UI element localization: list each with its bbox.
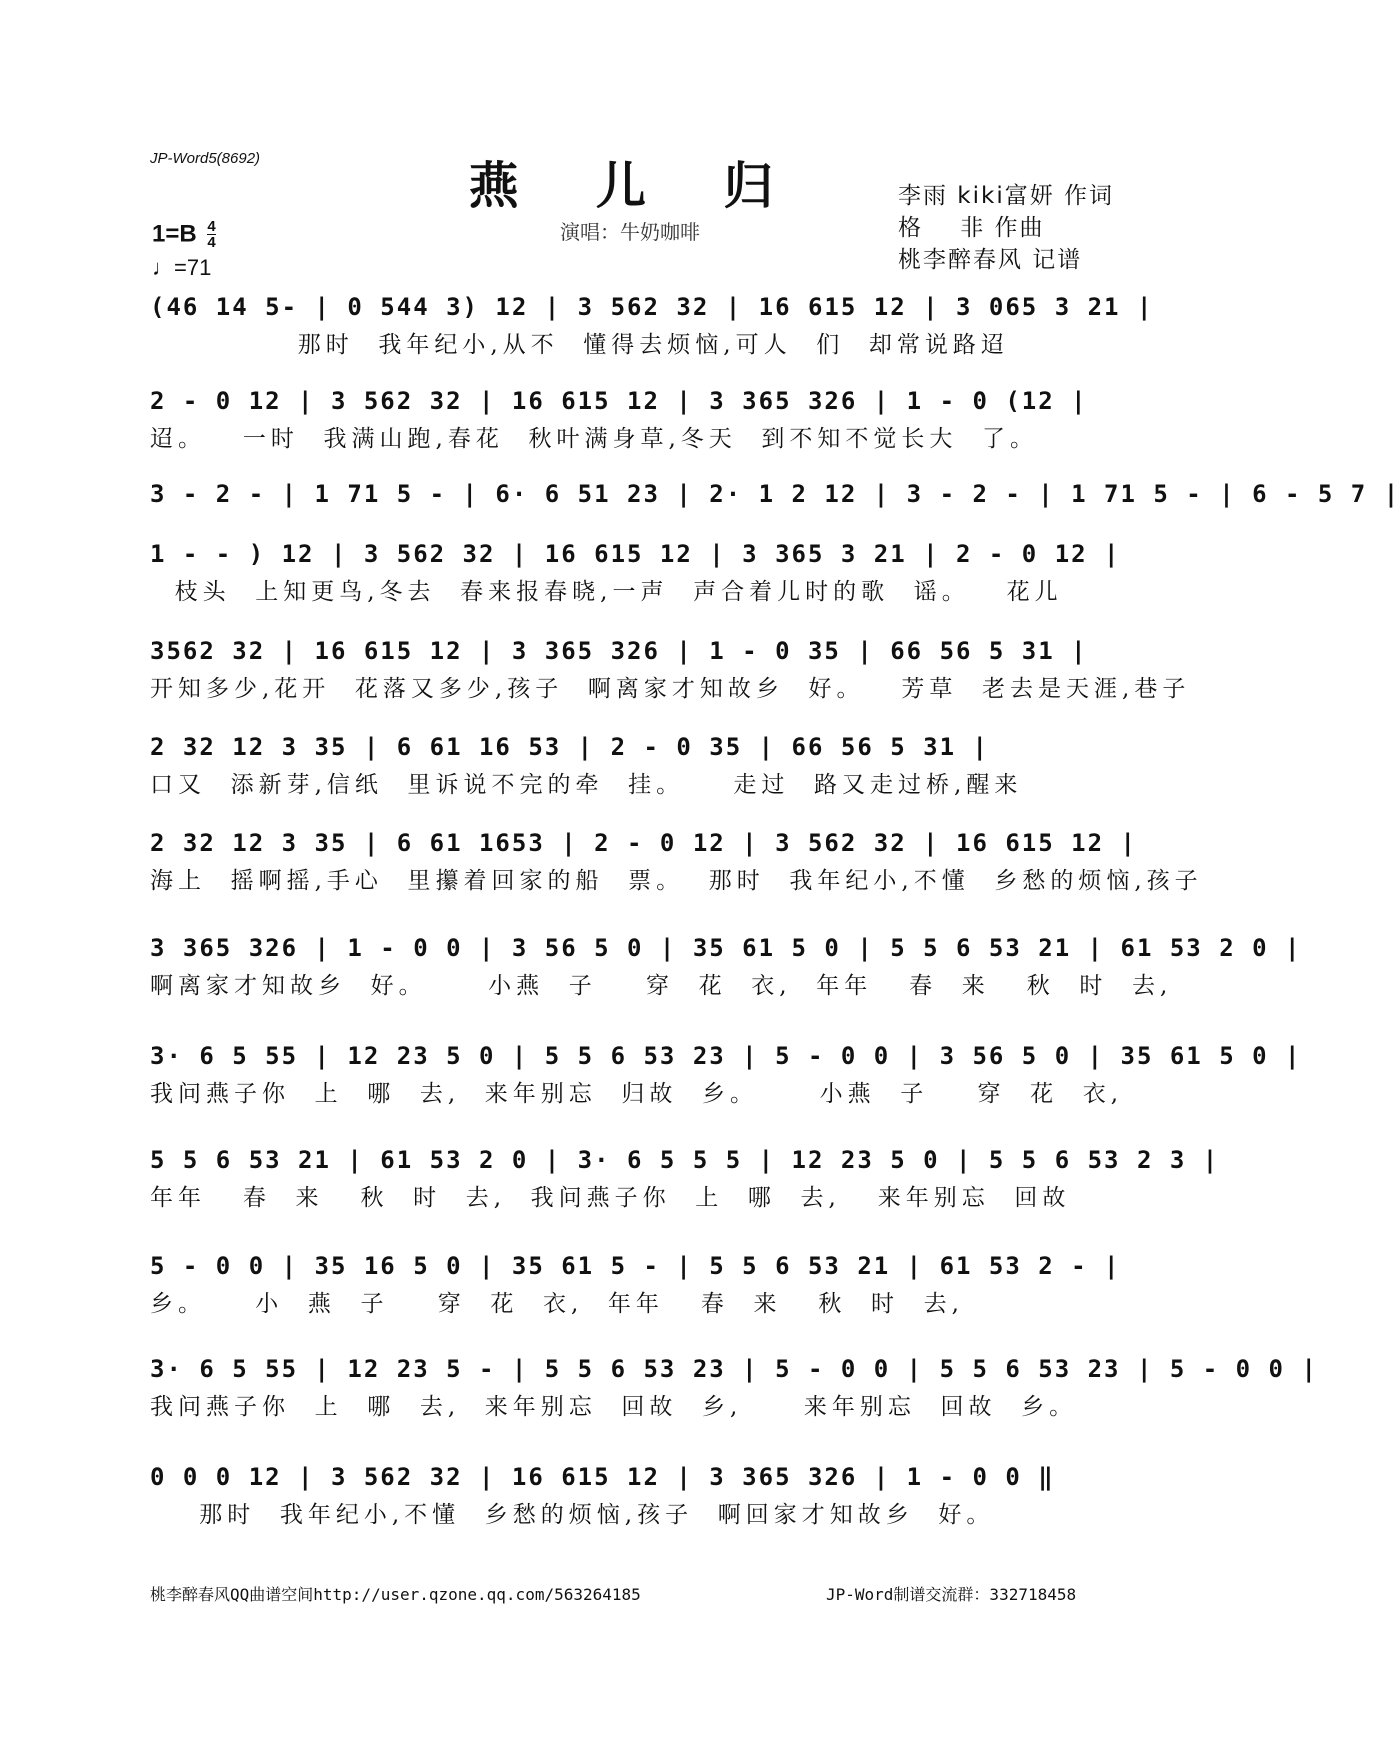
key-signature — [152, 219, 216, 251]
footer-group-label: JP-Word制谱交流群：332718458 — [826, 1585, 1077, 1604]
time-bottom: 4 — [207, 234, 216, 251]
notation-line: 3 365 326 | 1 - 0 0 | 3 56 5 0 | 35 61 5 0 | 5 5 6 53 21 | 61 53 2 0 | — [150, 934, 1302, 962]
notation-line: 2 32 12 3 35 | 6 61 16 53 | 2 - 0 35 | 66 56 5 31 | — [150, 733, 989, 761]
notation-line: (46 14 5- | 0 544 3) 12 | 3 562 32 | 16 615 12 | 3 065 3 21 | — [150, 293, 1154, 321]
score-system — [150, 1039, 1302, 1109]
notation-line: 1 - - ) 12 | 3 562 32 | 16 615 12 | 3 365 3 21 | 2 - 0 12 | — [150, 540, 1121, 568]
score-system — [150, 1249, 1135, 1319]
lyric-line: 那时 我年纪小,从不 懂得去烦恼,可人 们 却常说路迢 — [150, 332, 1009, 358]
lyric-line: 乡。 小 燕 子 穿 花 衣, 年年 春 来 秋 时 去, — [150, 1291, 964, 1317]
score-system — [150, 537, 1135, 607]
score-system — [150, 730, 1135, 800]
credits — [898, 180, 1114, 276]
score-system — [150, 634, 1191, 704]
lyric-line: 那时 我年纪小,不懂 乡愁的烦恼,孩子 啊回家才知故乡 好。 — [150, 1502, 995, 1528]
lyric-line: 年年 春 来 秋 时 去, 我问燕子你 上 哪 去, 来年别忘 回故 — [150, 1185, 1071, 1211]
notation-line: 5 5 6 53 21 | 61 53 2 0 | 3· 6 5 5 5 | 12 23 5 0 | 5 5 6 53 2 3 | — [150, 1146, 1220, 1174]
score-system — [150, 1352, 1318, 1422]
time-signature — [207, 219, 215, 251]
notation-line: 5 - 0 0 | 35 16 5 0 | 35 61 5 - | 5 5 6 53 21 | 61 53 2 - | — [150, 1252, 1121, 1280]
lyric-line: 啊离家才知故乡 好。 小燕 子 穿 花 衣, 年年 春 来 秋 时 去, — [150, 973, 1173, 999]
notation-line: 2 - 0 12 | 3 562 32 | 16 615 12 | 3 365 326 | 1 - 0 (12 | — [150, 387, 1088, 415]
software-label: JP-Word5(8692) — [150, 150, 261, 167]
lyric-line: 我问燕子你 上 哪 去, 来年别忘 回故 乡, 来年别忘 回故 乡。 — [150, 1394, 1078, 1420]
score-system — [150, 477, 1400, 517]
lyric-line: 迢。 一时 我满山跑,春花 秋叶满身草,冬天 到不知不觉长大 了。 — [150, 426, 1039, 452]
notation-line: 3· 6 5 55 | 12 23 5 - | 5 5 6 53 23 | 5 - 0 0 | 5 5 6 53 23 | 5 - 0 0 | — [150, 1355, 1318, 1383]
transcriber-label: 桃李醉春风 记谱 — [898, 247, 1083, 273]
score-system — [150, 1460, 1135, 1530]
composer-label: 格 非 作曲 — [898, 215, 1045, 241]
lyric-line: 口又 添新芽,信纸 里诉说不完的牵 挂。 走过 路又走过桥,醒来 — [150, 772, 1023, 798]
notation-line: 3· 6 5 55 | 12 23 5 0 | 5 5 6 53 23 | 5 - 0 0 | 3 56 5 0 | 35 61 5 0 | — [150, 1042, 1302, 1070]
lyricist-label: 李雨 kiki富妍 作词 — [898, 183, 1115, 209]
tempo-mark: ♩=71 — [152, 255, 212, 280]
lyric-line: 开知多少,花开 花落又多少,孩子 啊离家才知故乡 好。 芳草 老去是天涯,巷子 — [150, 676, 1191, 702]
song-title: 燕 儿 归 — [468, 156, 804, 215]
score-system — [150, 1143, 1220, 1213]
notation-line: 2 32 12 3 35 | 6 61 1653 | 2 - 0 12 | 3 562 32 | 16 615 12 | — [150, 829, 1137, 857]
score-system — [150, 290, 1154, 360]
score-system — [150, 384, 1135, 454]
score-system — [150, 826, 1203, 896]
score-system — [150, 931, 1302, 1001]
lyric-line: 海上 摇啊摇,手心 里攥着回家的船 票。 那时 我年纪小,不懂 乡愁的烦恼,孩子 — [150, 868, 1203, 894]
footer-link[interactable]: 桃李醉春风QQ曲谱空间http://user.qzone.qq.com/563264185 — [150, 1585, 641, 1604]
key-label: 1=B — [152, 220, 197, 248]
time-top: 4 — [207, 218, 216, 235]
singer-label: 演唱：牛奶咖啡 — [560, 220, 700, 244]
notation-line: 0 0 0 12 | 3 562 32 | 16 615 12 | 3 365 326 | 1 - 0 0 ‖ — [150, 1463, 1055, 1491]
notation-line: 3 - 2 - | 1 71 5 - | 6· 6 51 23 | 2· 1 2 12 | 3 - 2 - | 1 71 5 - | 6 - 5 7 | — [150, 480, 1400, 508]
lyric-line: 我问燕子你 上 哪 去, 来年别忘 归故 乡。 小燕 子 穿 花 衣, — [150, 1081, 1124, 1107]
lyric-line: 枝头 上知更鸟,冬去 春来报春晓,一声 声合着儿时的歌 谣。 花儿 — [150, 579, 1063, 605]
notation-line: 3562 32 | 16 615 12 | 3 365 326 | 1 - 0 35 | 66 56 5 31 | — [150, 637, 1088, 665]
